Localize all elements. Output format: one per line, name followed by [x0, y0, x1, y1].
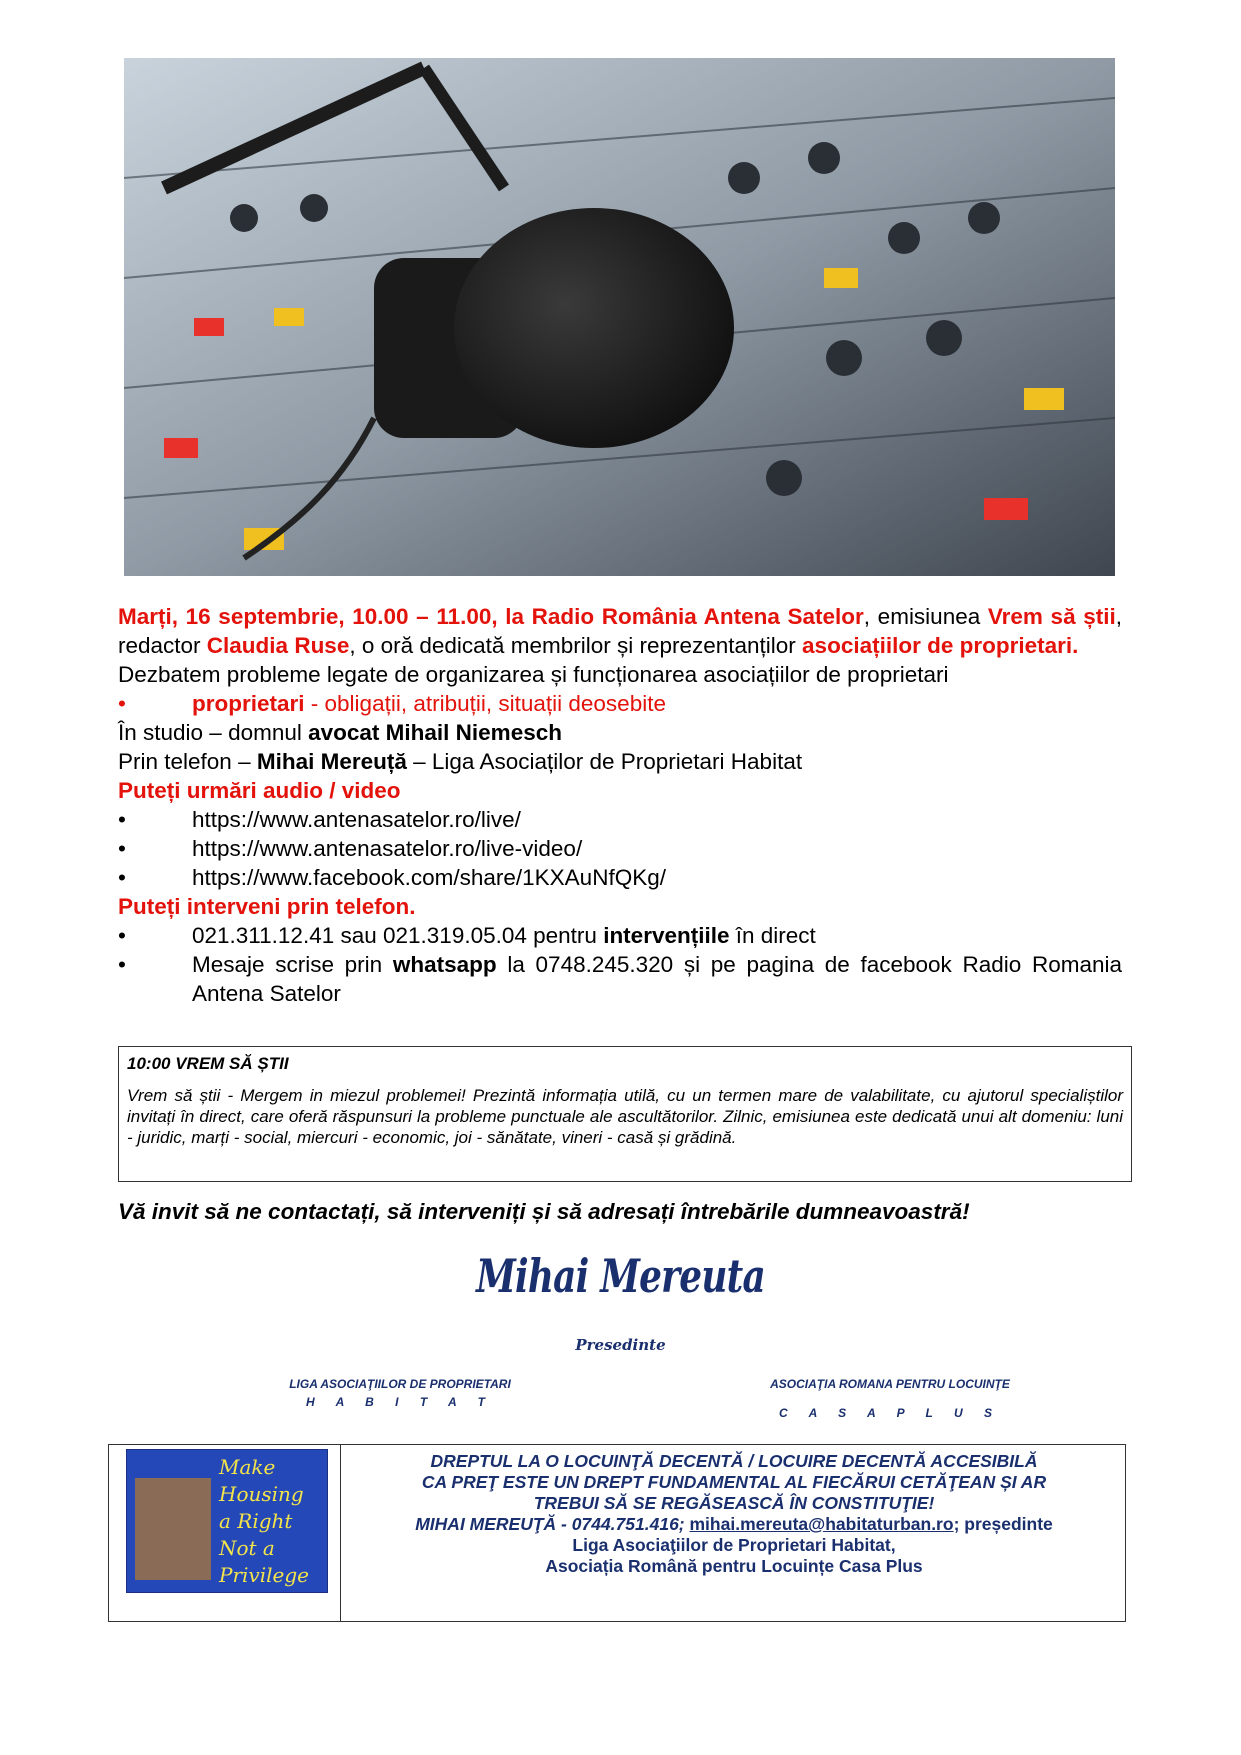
- link-item[interactable]: • https://www.antenasatelor.ro/live/: [118, 805, 1122, 834]
- announcement-text: [118, 602, 1122, 1008]
- link-item[interactable]: • https://www.facebook.com/share/1KXAuNfQKg/: [118, 863, 1122, 892]
- whatsapp-bullet: • Mesaje scrise prin whatsapp la 0748.245.320 și pe pagina de facebook Radio Romania Antena Satelor: [118, 952, 1122, 1006]
- phone-numbers-bullet: • 021.311.12.41 sau 021.319.05.04 pentru intervențiile în direct: [118, 923, 816, 948]
- housing-right-badge: [126, 1449, 328, 1593]
- org-habitat: LIGA ASOCIAŢIILOR DE PROPRIETARI H A B I T A T: [289, 1377, 511, 1409]
- studio-microphone-photo: [124, 58, 1115, 576]
- footer-banner: [108, 1444, 1126, 1622]
- live-video-link[interactable]: https://www.antenasatelor.ro/live-video/: [192, 836, 583, 861]
- facebook-link[interactable]: https://www.facebook.com/share/1KXAuNfQKg/: [192, 865, 666, 890]
- debate-line: Dezbatem probleme legate de organizarea și funcționarea asociațiilor de proprietari: [118, 662, 949, 687]
- show-box-text: Vrem să știi - Mergem in miezul problemei! Prezintă informația utilă, cu un termen mare de valabilitate, cu ajutorul specialiștilor invitați în direct, care oferă răspunsuri la probleme punctuale ale ascultătorilor. Zilnic, emisiunea este dedicată unui alt domeniu: luni - juridic, marți - social, miercuri - economic, joi - sănătate, vineri - casă și grădină.: [127, 1086, 1123, 1147]
- live-audio-link[interactable]: https://www.antenasatelor.ro/live/: [192, 807, 521, 832]
- email-link[interactable]: mihai.mereuta@habitaturban.ro: [689, 1514, 954, 1534]
- signature: Mihai Mereuta: [476, 1249, 765, 1303]
- follow-heading: Puteți urmări audio / video: [118, 778, 401, 803]
- owners-bullet: • proprietari - obligații, atribuții, situații deosebite: [118, 691, 666, 716]
- broadcast-date-time: Marți, 16 septembrie, 10.00 – 11.00, la Radio România Antena Satelor: [118, 604, 864, 629]
- invitation: Vă invit să ne contactați, să interveniți și să adresați întrebările dumneavoastră!: [118, 1199, 970, 1224]
- show-box-title: 10:00 VREM SĂ ȘTII: [127, 1054, 289, 1073]
- link-item[interactable]: • https://www.antenasatelor.ro/live-video/: [118, 834, 1122, 863]
- footer-text: DREPTUL LA O LOCUINŢĂ DECENTĂ / LOCUIRE DECENTĂ ACCESIBILĂ CA PREŢ ESTE UN DREPT FUNDAMENTAL AL FIECĂRUI CETĂŢEAN ȘI AR TREBUI SĂ SE REGĂSEASCĂ ÎN CONSTITUŢIE! MIHAI MEREUŢĂ - 0744.751.416; mihai.mereuta@habitaturban.ro; președinte Liga Asociaţiilor de Proprietari Habitat, Asociația Română pentru Locuințe Casa Plus: [415, 1451, 1053, 1576]
- intervene-heading: Puteți interveni prin telefon.: [118, 894, 416, 919]
- audience: asociațiilor de proprietari.: [802, 633, 1079, 658]
- editor-name: Claudia Ruse: [206, 633, 350, 658]
- badge-slogan: Make Housing a Right Not a Privilege: [219, 1455, 309, 1587]
- intro-paragraph: Marți, 16 septembrie, 10.00 – 11.00, la Radio România Antena Satelor, emisiunea Vrem să știi, redactor Claudia Ruse, o oră dedicată membrilor și reprezentanților asociațiilor de proprietari.: [118, 604, 1122, 658]
- show-description-box: [118, 1046, 1132, 1182]
- portrait-photo: [135, 1478, 211, 1580]
- phone-guest: Prin telefon – Mihai Mereuță – Liga Asociaților de Proprietari Habitat: [118, 749, 803, 774]
- signature-role: Presedinte: [575, 1336, 666, 1354]
- show-name: Vrem să știi: [987, 604, 1116, 629]
- org-casa-plus: ASOCIAŢIA ROMANA PENTRU LOCUINŢE C A S A P L U S: [770, 1377, 1010, 1420]
- microphone-console-image: [124, 58, 1115, 576]
- studio-guest: În studio – domnul avocat Mihail Niemesch: [118, 720, 562, 745]
